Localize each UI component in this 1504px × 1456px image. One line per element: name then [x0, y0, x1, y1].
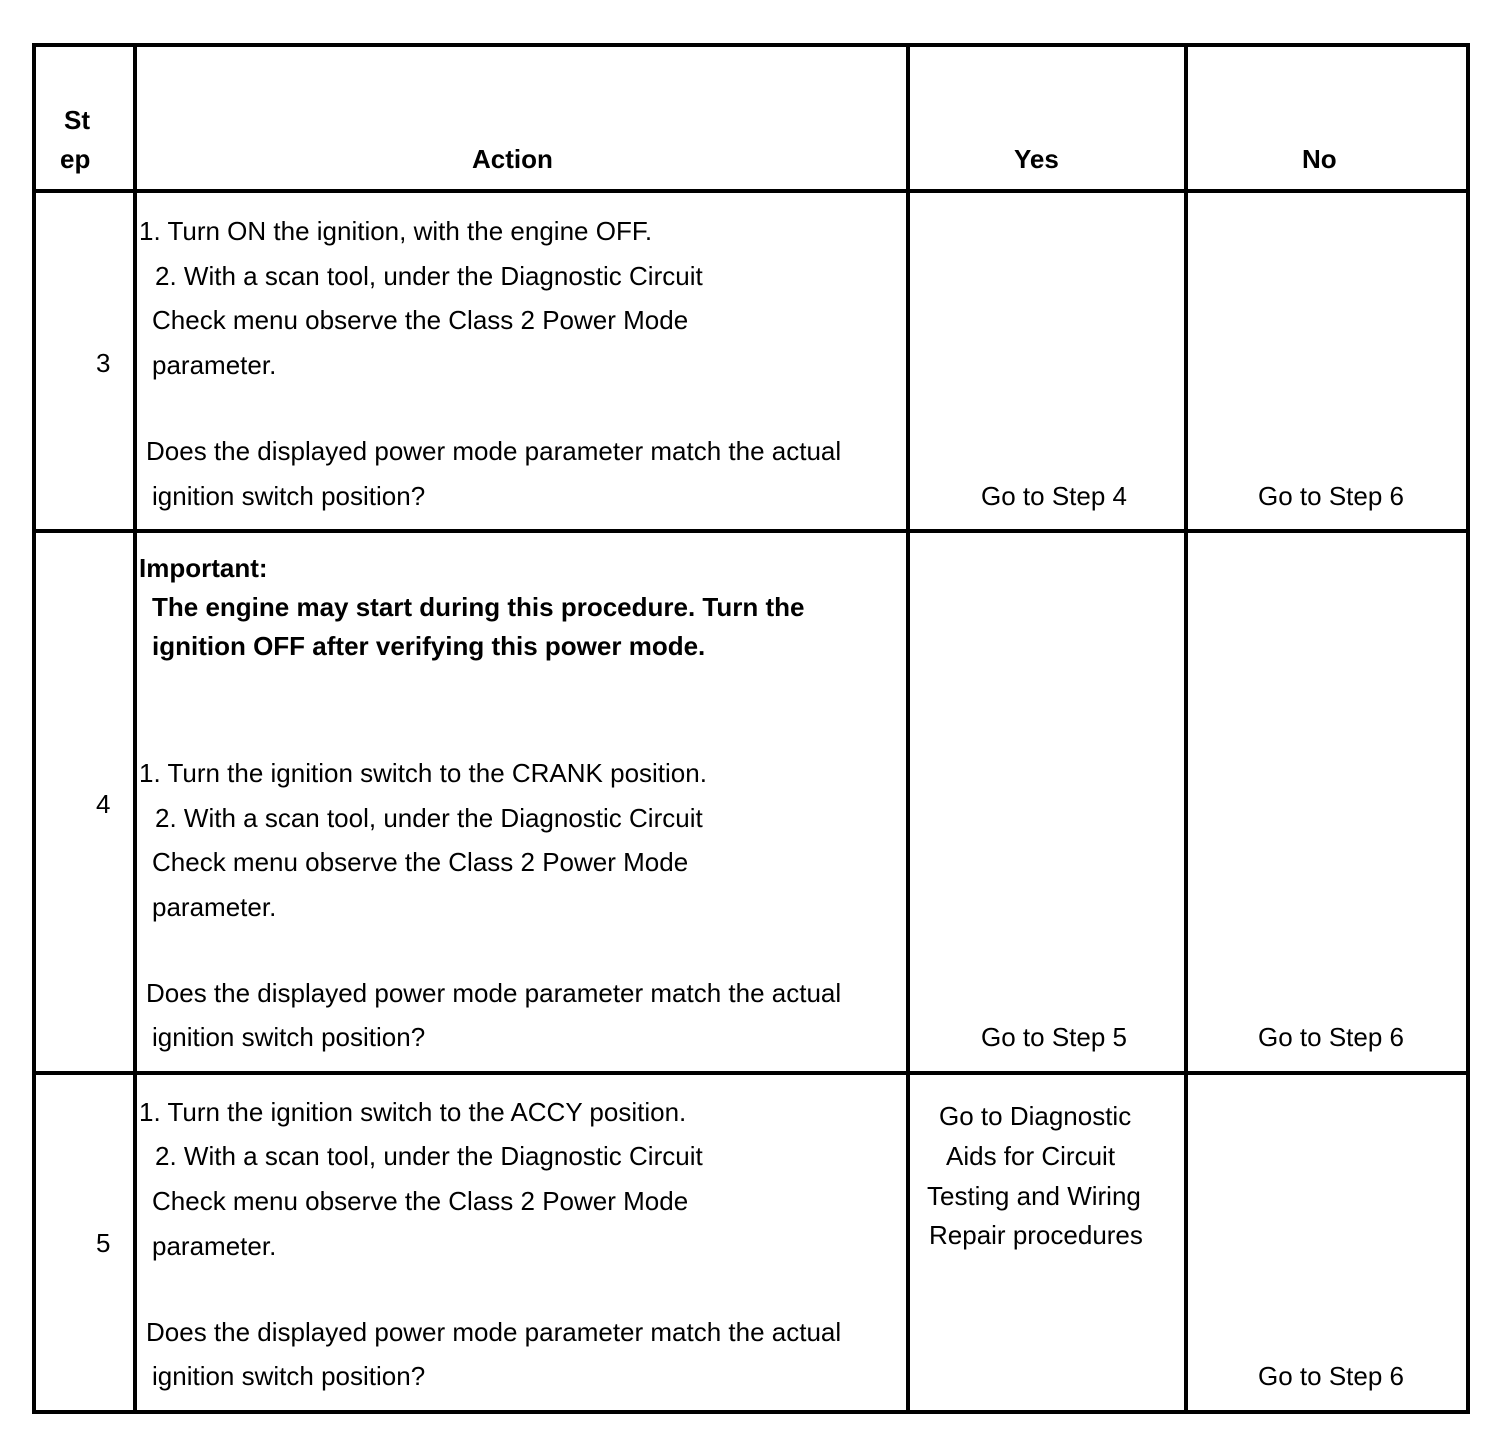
header-step-line1: St [64, 105, 90, 135]
action-item-2: 2. With a scan tool, under the Diagnostic Circuit [155, 1141, 703, 1171]
no-result: Go to Step 6 [1258, 481, 1404, 511]
header-no: No [1302, 144, 1337, 174]
row-divider-3-4 [32, 529, 1470, 533]
action-item-2: 2. With a scan tool, under the Diagnostic Circuit [155, 803, 703, 833]
action-item-2: 2. With a scan tool, under the Diagnostic Circuit [155, 261, 703, 291]
yes-result-line: Testing and Wiring [927, 1181, 1141, 1211]
column-divider-step [133, 43, 137, 1414]
action-item-2-continued: Check menu observe the Class 2 Power Mode [152, 847, 689, 877]
action-item-2-continued: Check menu observe the Class 2 Power Mode [152, 305, 689, 335]
column-divider-action [906, 43, 910, 1414]
action-question: Does the displayed power mode parameter match the actual [146, 978, 842, 1008]
action-question: Does the displayed power mode parameter match the actual [146, 436, 842, 466]
action-question: Does the displayed power mode parameter match the actual [146, 1317, 842, 1347]
yes-result: Go to Step 4 [981, 481, 1127, 511]
table-border-left [32, 43, 36, 1414]
step-number: 3 [96, 348, 111, 378]
header-step-line2: ep [60, 144, 91, 174]
step-number: 4 [96, 789, 111, 819]
action-item-1: 1. Turn ON the ignition, with the engine OFF. [139, 216, 653, 246]
column-divider-yes [1184, 43, 1188, 1414]
yes-result-line: Repair procedures [929, 1220, 1143, 1250]
action-question-continued: ignition switch position? [152, 481, 426, 511]
action-question-continued: ignition switch position? [152, 1022, 426, 1052]
table-border-right [1466, 43, 1470, 1414]
action-item-1: 1. Turn the ignition switch to the CRANK position. [139, 758, 707, 788]
header-divider [32, 189, 1470, 193]
table-border-bottom [32, 1410, 1470, 1414]
important-label: Important: [139, 553, 268, 583]
yes-result-line: Go to Diagnostic [939, 1101, 1132, 1131]
yes-result: Go to Step 5 [981, 1022, 1127, 1052]
action-item-1: 1. Turn the ignition switch to the ACCY position. [139, 1097, 687, 1127]
action-item-2-continued: parameter. [152, 350, 277, 380]
action-question-continued: ignition switch position? [152, 1361, 426, 1391]
action-item-2-continued: Check menu observe the Class 2 Power Mode [152, 1186, 689, 1216]
table-border-top [32, 43, 1470, 47]
yes-result-line: Aids for Circuit [946, 1141, 1116, 1171]
action-item-2-continued: parameter. [152, 1231, 277, 1261]
important-note-continued: ignition OFF after verifying this power mode. [152, 631, 706, 661]
header-action: Action [472, 144, 553, 174]
action-item-2-continued: parameter. [152, 892, 277, 922]
header-yes: Yes [1014, 144, 1059, 174]
no-result: Go to Step 6 [1258, 1022, 1404, 1052]
no-result: Go to Step 6 [1258, 1361, 1404, 1391]
row-divider-4-5 [32, 1071, 1470, 1075]
step-number: 5 [96, 1228, 111, 1258]
important-note: The engine may start during this procedure. Turn the [152, 592, 805, 622]
